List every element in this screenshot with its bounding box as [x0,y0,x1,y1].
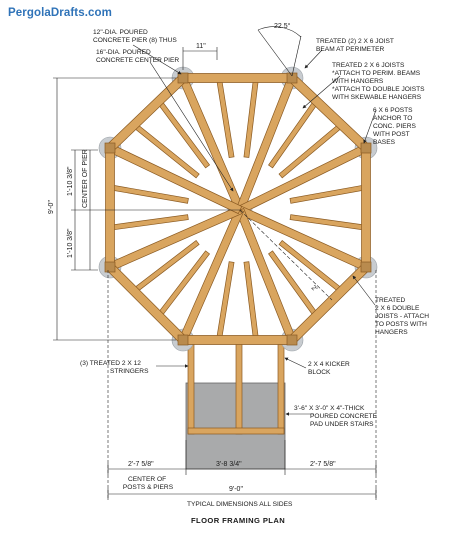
post-6x6 [287,335,297,345]
perimeter-beam [362,148,371,267]
joist [157,100,210,168]
joist [290,215,366,231]
post-6x6 [105,262,115,272]
dim-bottom-right: 2'-7 5/8" [310,461,336,468]
post-6x6 [105,143,115,153]
joist [133,123,200,178]
dim-left-overall: 9'-0" [48,200,55,214]
perimeter-beam [107,75,186,151]
joist [217,78,235,158]
perimeter-beam [183,74,292,83]
dim-bottom-mid: 3'-8 3/4" [216,461,242,468]
note-16in-center-pier: 16"-DIA. POURED CONCRETE CENTER PIER [96,49,180,64]
joist [110,185,189,204]
note-posts: 6 X 6 POSTS ANCHOR TO CONC. PIERS WITH POST BASES [373,107,416,146]
note-joists: TREATED 2 X 6 JOISTS *ATTACH TO PERIM. BEAMS WITH HANGERS *ATTACH TO DOUBLE JOISTS WITH SKEWABLE HANGERS [332,62,425,101]
joist [244,78,259,158]
joist [217,262,235,341]
perimeter-beam [289,264,369,343]
perimeter-beam [107,264,186,343]
footnote: TYPICAL DIMENSIONS ALL SIDES [187,501,293,508]
note-perimeter-beam: TREATED (2) 2 X 6 JOIST BEAM AT PERIMETER [316,38,394,53]
joist [290,185,366,204]
note-double-joists: TREATED 2 X 6 DOUBLE JOISTS - ATTACH TO POSTS WITH HANGERS [375,297,429,336]
post-6x6 [361,143,371,153]
dim-angle: 22.5° [274,23,291,30]
concrete-stair-pad [186,383,285,469]
joist [279,123,343,178]
note-center-posts: CENTER OF POSTS & PIERS [122,476,174,491]
deck-framing [99,67,377,351]
dim-radius: 2' [309,284,319,294]
perimeter-beam [106,148,115,267]
dim-center-of-pier: CENTER OF PIER [82,149,89,208]
note-kicker-block: 2 X 4 KICKER BLOCK [308,361,350,376]
note-stair-pad: 3'-6" X 3'-0" X 4"-THICK POURED CONCRETE PAD UNDER STAIRS [294,405,378,428]
dim-bottom-left: 2'-7 5/8" [128,461,154,468]
post-6x6 [287,73,297,83]
post-6x6 [178,73,188,83]
joist [244,262,259,341]
joist [110,215,189,231]
brand-logo-text: PergolaDrafts.com [8,7,112,19]
note-12in-pier: 12"-DIA. POURED CONCRETE PIER (8) THUS [93,29,177,44]
perimeter-beam [183,336,292,345]
dim-top-11: 11" [196,43,206,50]
post-6x6 [178,335,188,345]
note-stringers: (3) TREATED 2 X 12 STRINGERS [80,360,149,375]
drawing-title: FLOOR FRAMING PLAN [191,516,286,525]
post-6x6 [361,262,371,272]
dim-bottom-overall: 9'-0" [229,486,243,493]
dim-left-upper: 1'-10 3/8" [67,166,74,196]
dim-left-lower: 1'-10 3/8" [67,228,74,258]
